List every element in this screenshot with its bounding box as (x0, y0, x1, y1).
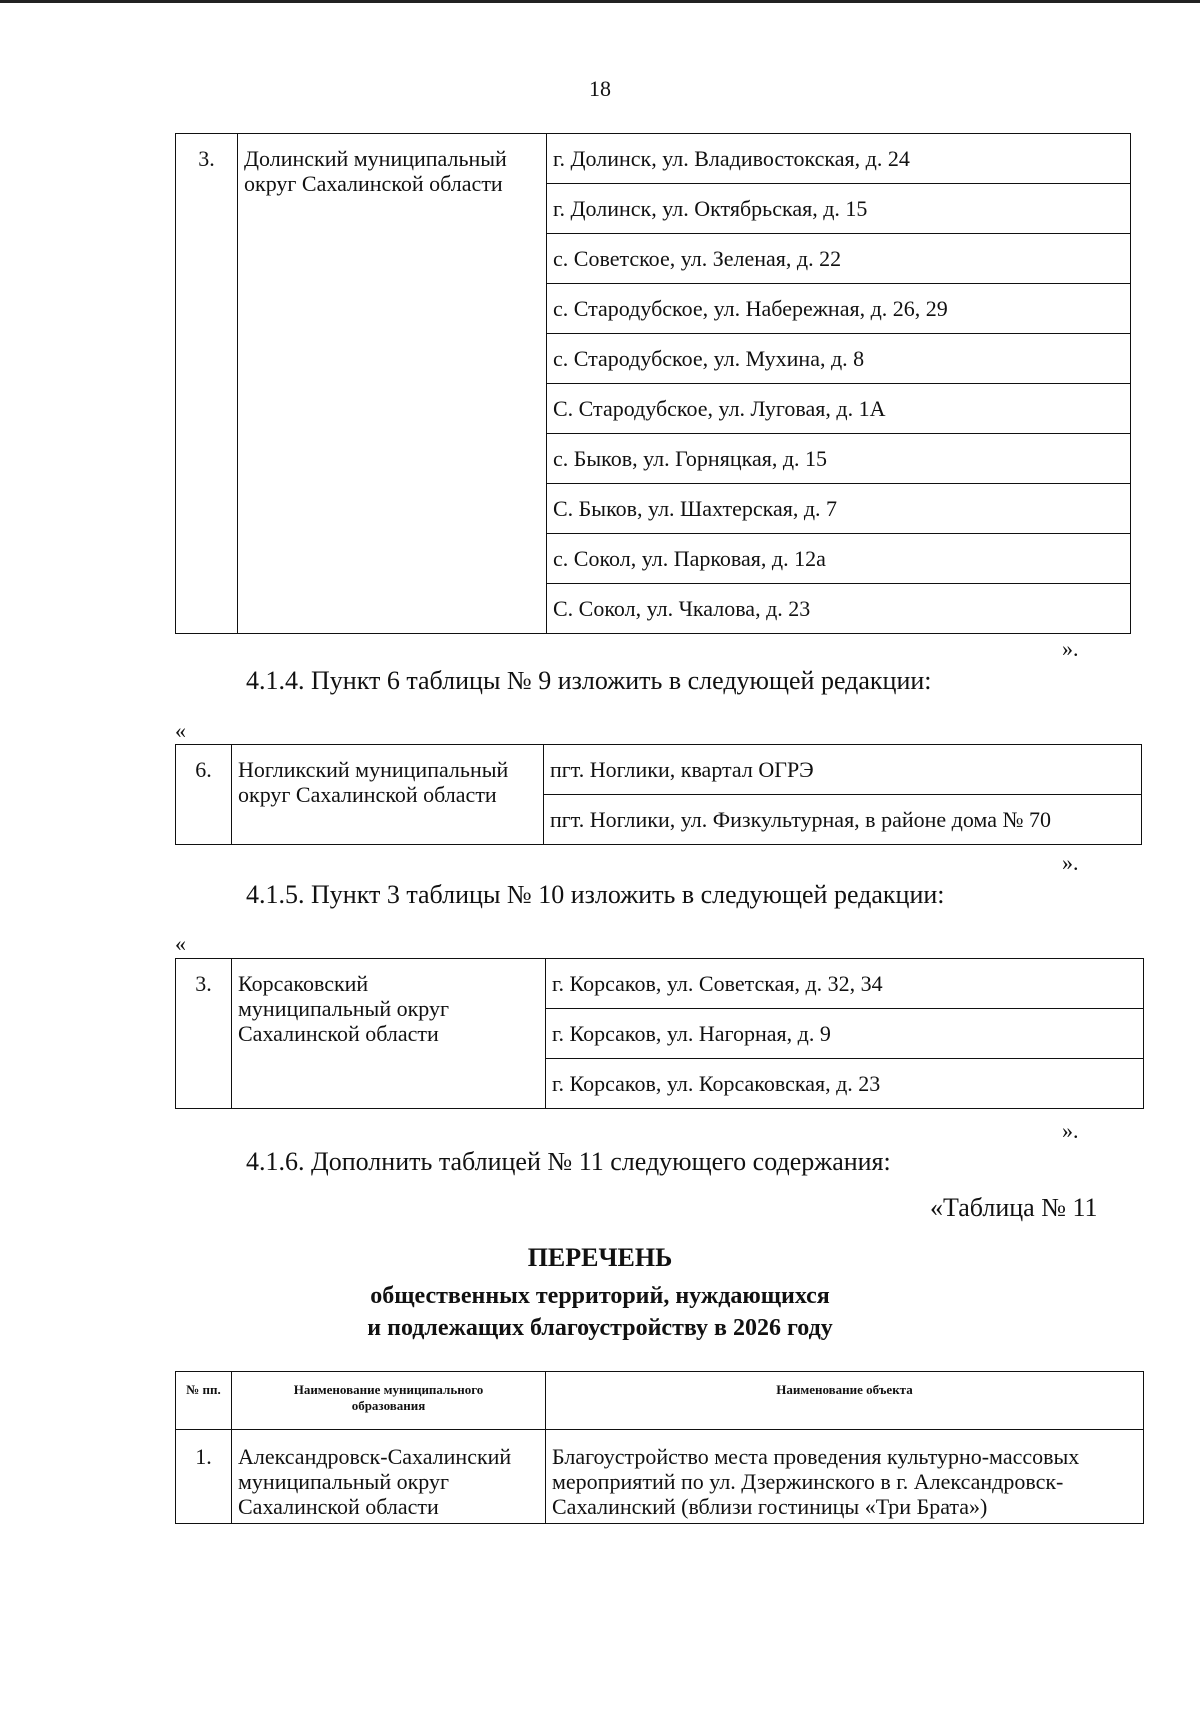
table-label: «Таблица № 11 (930, 1193, 1098, 1222)
address-cell: с. Советское, ул. Зеленая, д. 22 (547, 234, 1131, 284)
address-cell: с. Стародубское, ул. Мухина, д. 8 (547, 334, 1131, 384)
address-cell: г. Корсаков, ул. Нагорная, д. 9 (546, 1009, 1144, 1059)
close-quote: ». (1062, 850, 1079, 875)
list-title: ПЕРЕЧЕНЬ (527, 1243, 673, 1272)
address-cell: пгт. Ноглики, ул. Физкультурная, в районе дома № 70 (544, 795, 1142, 845)
address-cell: с. Быков, ул. Горняцкая, д. 15 (547, 434, 1131, 484)
table-noglikii (175, 744, 1142, 845)
municipality-name: Александровск-Сахалинский муниципальный округ Сахалинской области (232, 1430, 546, 1524)
column-header-num: № пп. (176, 1372, 232, 1430)
address-cell: пгт. Ноглики, квартал ОГРЭ (544, 745, 1142, 795)
scan-top-border (0, 0, 1200, 3)
table-11 (175, 1371, 1144, 1524)
address-cell: с. Стародубское, ул. Набережная, д. 26, 29 (547, 284, 1131, 334)
list-subtitle-1: общественных территорий, нуждающихся (370, 1283, 830, 1309)
row-number: 3. (176, 134, 238, 634)
municipality-name: Долинский муниципальный округ Сахалинской области (238, 134, 547, 634)
list-subtitle-2: и подлежащих благоустройству в 2026 году (367, 1315, 833, 1341)
close-quote: ». (1062, 1118, 1079, 1143)
table-korsakov (175, 958, 1144, 1109)
column-header-municipality: Наименование муниципального образования (232, 1372, 546, 1430)
table-row (176, 1430, 1144, 1524)
address-cell: С. Стародубское, ул. Луговая, д. 1А (547, 384, 1131, 434)
object-name: Благоустройство места проведения культурно-массовых мероприятий по ул. Дзержинского в г. Александровск-Сахалинский (вблизи гостиницы «Три Брата») (546, 1430, 1144, 1524)
row-number: 6. (176, 745, 232, 845)
section-heading: 4.1.4. Пункт 6 таблицы № 9 изложить в следующей редакции: (246, 666, 932, 695)
table-dolinsk (175, 133, 1131, 634)
address-cell: г. Долинск, ул. Владивостокская, д. 24 (547, 134, 1131, 184)
open-quote: « (175, 931, 186, 956)
address-cell: С. Быков, ул. Шахтерская, д. 7 (547, 484, 1131, 534)
municipality-name: Корсаковский муниципальный округ Сахалинской области (232, 959, 546, 1109)
row-number: 3. (176, 959, 232, 1109)
row-number: 1. (176, 1430, 232, 1524)
address-cell: С. Сокол, ул. Чкалова, д. 23 (547, 584, 1131, 634)
section-heading: 4.1.6. Дополнить таблицей № 11 следующего содержания: (246, 1147, 891, 1176)
close-quote: ». (1062, 636, 1079, 661)
open-quote: « (175, 718, 186, 743)
page-number: 18 (589, 76, 611, 101)
address-cell: г. Долинск, ул. Октябрьская, д. 15 (547, 184, 1131, 234)
address-cell: г. Корсаков, ул. Корсаковская, д. 23 (546, 1059, 1144, 1109)
address-cell: г. Корсаков, ул. Советская, д. 32, 34 (546, 959, 1144, 1009)
column-header-object: Наименование объекта (546, 1372, 1144, 1430)
section-heading: 4.1.5. Пункт 3 таблицы № 10 изложить в следующей редакции: (246, 880, 945, 909)
address-cell: с. Сокол, ул. Парковая, д. 12а (547, 534, 1131, 584)
municipality-name: Ногликский муниципальный округ Сахалинской области (232, 745, 544, 845)
